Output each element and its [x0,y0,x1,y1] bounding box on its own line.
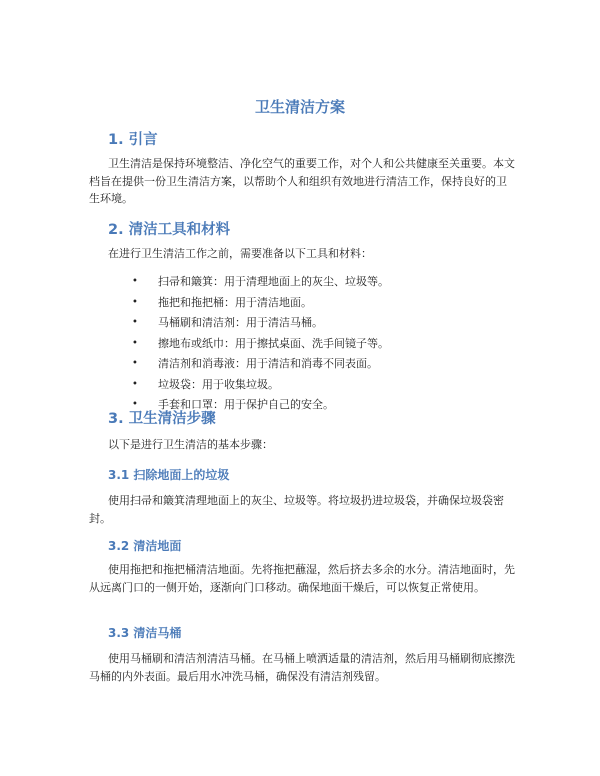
subsection-heading-sweep: 3.1 扫除地面上的垃圾 [108,468,230,482]
list-item-text: 清洁剂和消毒液：用于清洁和消毒不同表面。 [158,357,378,370]
steps-intro: 以下是进行卫生清洁的基本步骤： [108,438,273,451]
bullet-icon: • [132,317,138,328]
list-item-text: 擦地布或纸巾：用于擦拭桌面、洗手间镜子等。 [158,336,389,350]
section-heading-steps: 3. 卫生清洁步骤 [108,411,216,427]
bullet-icon: • [132,378,138,390]
list-item-text: 垃圾袋：用于收集垃圾。 [158,377,279,391]
list-item-text: 手套和口罩：用于保护自己的安全。 [158,398,334,411]
subsection-heading-toilet: 3.3 清洁马桶 [108,626,182,640]
bullet-icon: • [132,296,138,308]
introduction-paragraph: 卫生清洁是保持环境整洁、净化空气的重要工作，对个人和公共健康至关重要。本文档旨在提供一份卫生清洁方案，以帮助个人和组织有效地进行清洁工作，保持良好的卫生环境。 [89,157,515,205]
list-item-text: 拖把和拖把桶：用于清洁地面。 [158,295,312,309]
bullet-icon: • [132,276,138,287]
floor-paragraph: 使用拖把和拖把桶清洁地面。先将拖把蘸湿，然后挤去多余的水分。清洁地面时，先从远离门口的一侧开始，逐渐向门口移动。确保地面干燥后，可以恢复正常使用。 [89,563,515,594]
subsection-heading-floor: 3.2 清洁地面 [108,539,182,553]
document-title: 卫生清洁方案 [254,98,345,116]
bullet-icon: • [132,358,138,369]
section-heading-introduction: 1. 引言 [108,132,158,148]
section-heading-tools: 2. 清洁工具和材料 [108,222,231,238]
list-item-text: 马桶刷和清洁剂：用于清洁马桶。 [158,316,323,329]
tools-intro: 在进行卫生清洁工作之前，需要准备以下工具和材料： [108,247,372,260]
toilet-paragraph: 使用马桶刷和清洁剂清洁马桶。在马桶上喷洒适量的清洁剂，然后用马桶刷彻底擦洗马桶的内外表面。最后用水冲洗马桶，确保没有清洁剂残留。 [89,652,515,683]
bullet-icon: • [132,399,138,410]
sweep-paragraph: 使用扫帚和簸箕清理地面上的灰尘、垃圾等。将垃圾扔进垃圾袋，并确保垃圾袋密封。 [89,494,504,525]
bullet-icon: • [132,337,138,349]
list-item-text: 扫帚和簸箕：用于清理地面上的灰尘、垃圾等。 [158,275,389,288]
